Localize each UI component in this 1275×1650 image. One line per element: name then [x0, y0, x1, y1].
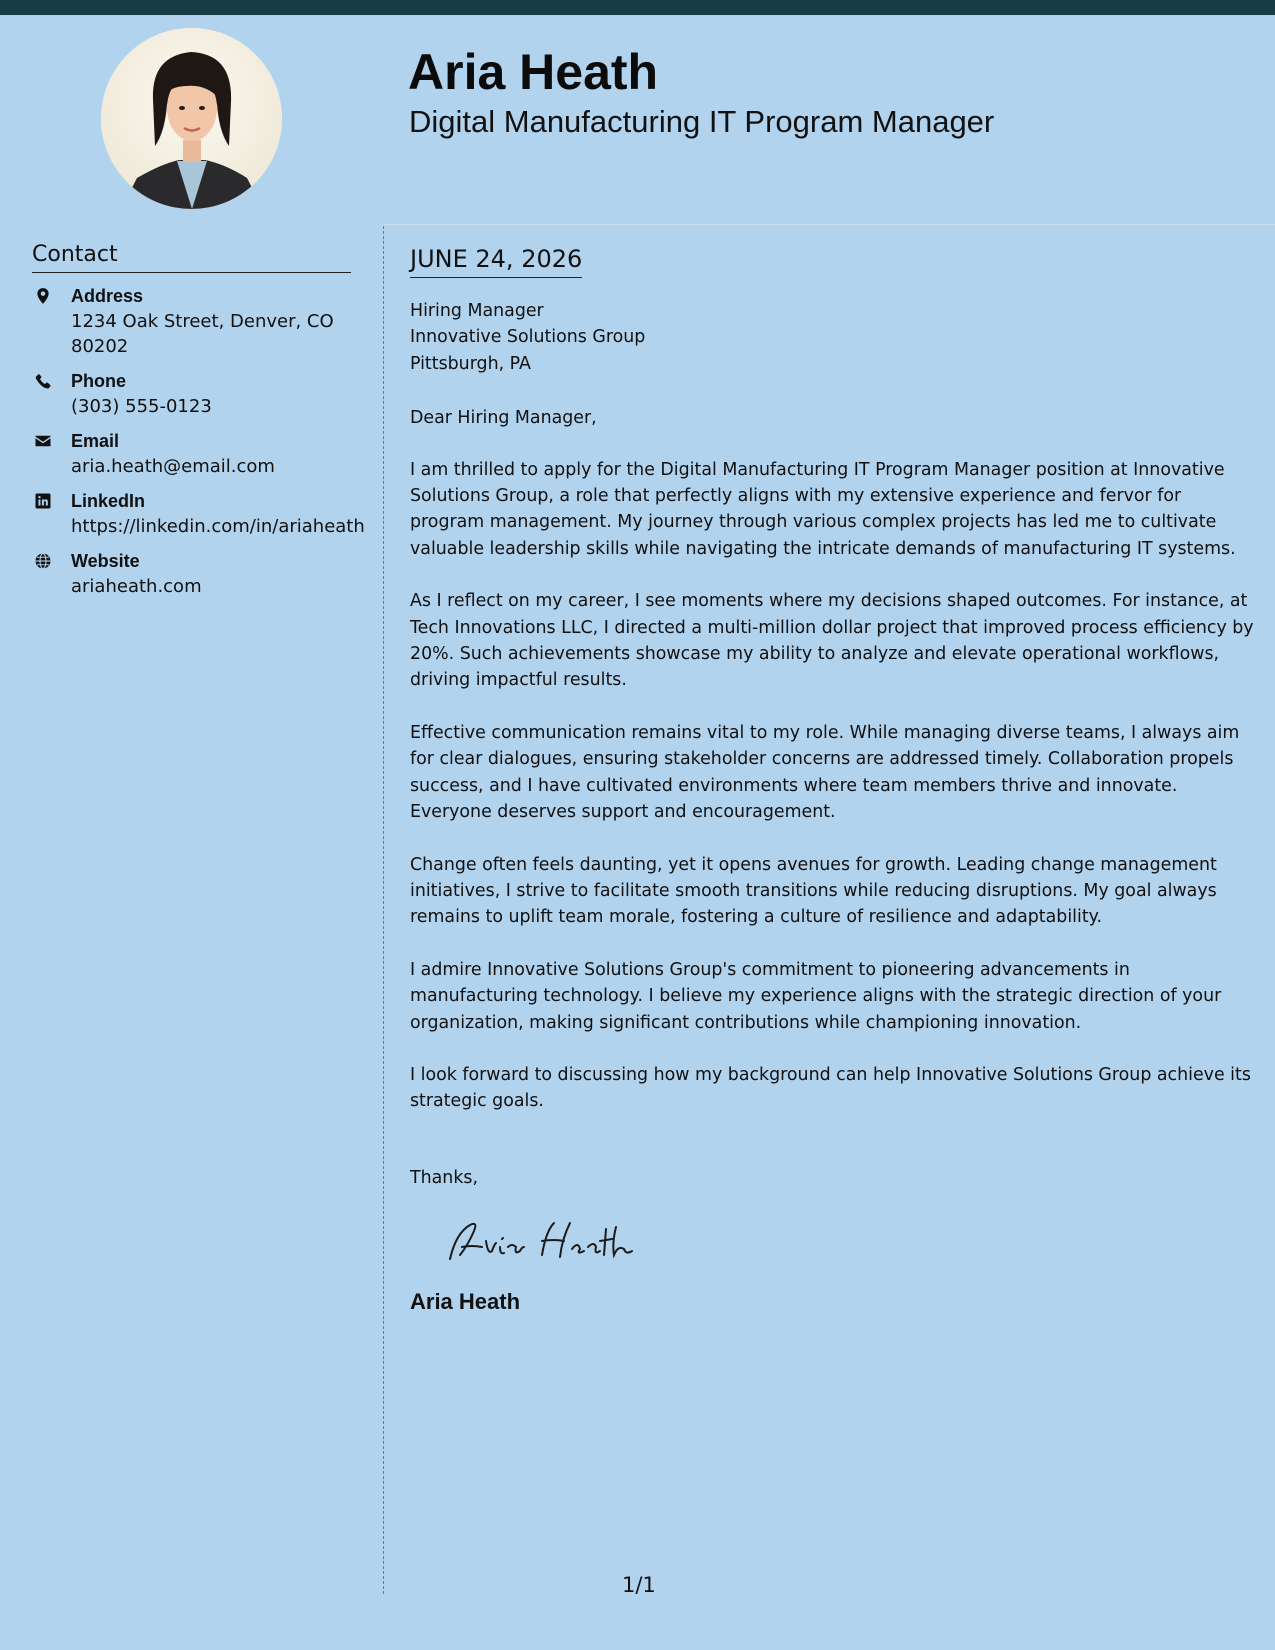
candidate-name: Aria Heath — [408, 44, 659, 100]
contact-linkedin — [32, 489, 365, 539]
paragraph: I am thrilled to apply for the Digital Manufacturing IT Program Manager position at Innovative Solutions Group, a role that perfectly aligns with my extensive experience and fervor for program management. My journey through various complex projects has led me to cultivate valuable leadership skills while navigating the intricate demands of manufacturing IT systems. — [410, 459, 1236, 559]
paragraph: As I reflect on my career, I see moments where my decisions shaped outcomes. For instance, at Tech Innovations LLC, I directed a multi-million dollar project that improved process efficiency by 20%. Such achievements showcase my ability to analyze and elevate operational workflows, driving impactful results. — [410, 591, 1254, 691]
contact-label: Email — [71, 431, 120, 451]
letter-date: JUNE 24, 2026 — [410, 244, 582, 278]
contact-label: Address — [71, 286, 144, 306]
map-pin-icon — [34, 287, 52, 305]
address-value: 1234 Oak Street, Denver, CO 80202 — [71, 311, 334, 357]
letter-body — [410, 244, 1255, 1316]
paragraph: I look forward to discussing how my background can help Innovative Solutions Group achieve its strategic goals. — [410, 1064, 1251, 1112]
contact-list — [32, 284, 365, 609]
contact-email — [32, 429, 362, 479]
phone-value: (303) 555-0123 — [71, 396, 212, 417]
paragraph: I admire Innovative Solutions Group's commitment to pioneering advancements in manufacturing technology. I believe my experience aligns with the strategic direction of your organization, making significant contributions while championing innovation. — [410, 959, 1222, 1033]
recipient-line: Pittsburgh, PA — [410, 353, 531, 374]
closing: Thanks, — [410, 1167, 478, 1188]
contact-label: Website — [71, 551, 140, 571]
envelope-icon — [34, 432, 52, 450]
contact-address — [32, 284, 362, 359]
greeting: Dear Hiring Manager, — [410, 408, 597, 429]
candidate-title: Digital Manufacturing IT Program Manager — [409, 104, 995, 139]
contact-heading: Contact — [32, 240, 351, 273]
profile-photo — [101, 28, 282, 209]
website-value[interactable]: ariaheath.com — [71, 576, 202, 597]
page-number: 1/1 — [622, 1573, 656, 1597]
linkedin-icon — [34, 492, 52, 510]
phone-icon — [34, 372, 52, 390]
recipient-block — [410, 298, 1255, 377]
contact-website — [32, 549, 362, 599]
email-value[interactable]: aria.heath@email.com — [71, 456, 275, 477]
header-divider — [384, 224, 1275, 225]
paragraph: Change often feels daunting, yet it opens avenues for growth. Leading change management initiatives, I strive to facilitate smooth transitions while reducing disruptions. My goal always remains to uplift team morale, fostering a culture of resilience and adaptability. — [410, 854, 1217, 928]
column-divider — [383, 226, 384, 1594]
linkedin-value[interactable]: https://linkedin.com/in/ariaheath — [71, 516, 365, 537]
paragraph: Effective communication remains vital to my role. While managing diverse teams, I always aim for clear dialogues, ensuring stakeholder concerns are addressed timely. Collaboration propels success, and I have cultivated environments where team members thrive and innovate. Everyone deserves support and encouragement. — [410, 722, 1240, 823]
recipient-line: Hiring Manager — [410, 301, 544, 321]
contact-label: LinkedIn — [71, 491, 146, 511]
contact-phone — [32, 369, 362, 419]
signer-name: Aria Heath — [410, 1289, 521, 1315]
globe-icon — [34, 552, 52, 570]
recipient-line: Innovative Solutions Group — [410, 327, 646, 348]
top-accent-bar — [0, 0, 1275, 15]
handwritten-signature — [442, 1211, 1255, 1281]
contact-label: Phone — [71, 371, 127, 391]
